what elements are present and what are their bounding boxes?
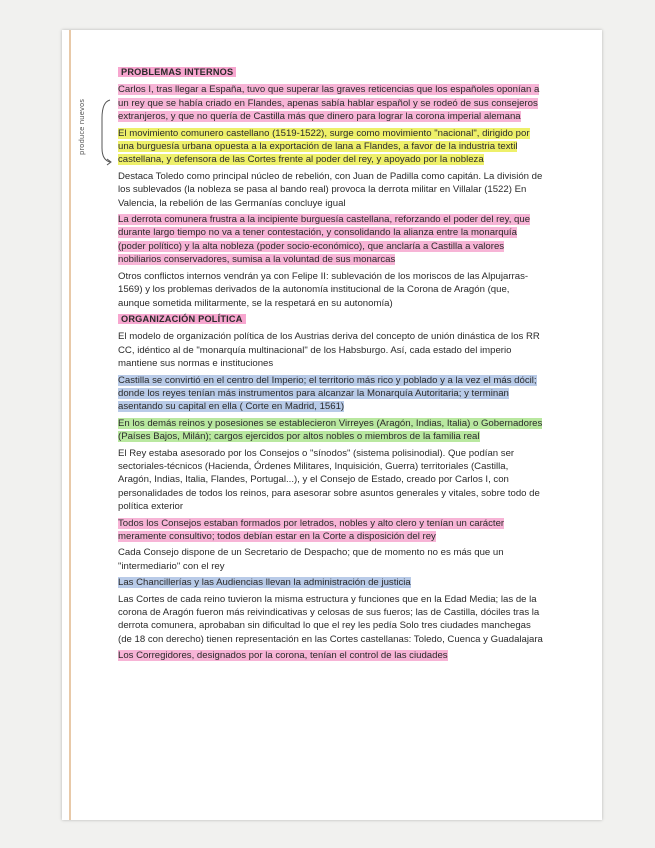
paragraph: El Rey estaba asesorado por los Consejos o "sínodos" (sistema polisinodial). Que podían ser sectoriales-técnicos (Hacienda, Órdenes Militares, Inquisición, Guerra) territoriales (Castilla, Aragón, Indias, Italia, Flandes, Portugal...), y el Consejo de Estado, creado por Carlos I, con personalidades de todos los reinos, para asesorar sobre asuntos generales y vitales, sobre todo de política exterior	[118, 447, 540, 513]
paragraph: Todos los Consejos estaban formados por letrados, nobles y alto clero y tenían un carácter meramente consultivo; todos debían estar en la Corte a disposición del rey	[118, 517, 505, 542]
paragraph: Cada Consejo dispone de un Secretario de Despacho; que de momento no es más que un "intermediario" con el rey	[118, 547, 504, 572]
paragraph: La derrota comunera frustra a la incipiente burguesía castellana, reforzando el poder del rey, que durante largo tiempo no va a tener contestación, y consolidando la alianza entre la monarquía (poder político) y la alta nobleza (poder socio-económico), que anclaría a Castilla a valores nobiliarios conservadores, sumisa a la voluntad de sus monarcas	[118, 214, 531, 266]
paragraph: Carlos I, tras llegar a España, tuvo que superar las graves reticencias que los españoles oponían a un rey que se había criado en Flandes, apenas sabía hablar español y se rodeó de sus consejeros extranjeros, y que no quería de Castilla más que dinero para lograr la corona imperial alemana	[118, 84, 540, 123]
paragraph: El movimiento comunero castellano (1519-1522), surge como movimiento "nacional", dirigido por una burguesía urbana opuesta a la exportación de lana a Flandes, a favor de la industria textil castellana, y defensora de las Cortes frente al poder del rey, y apoyado por la nobleza	[118, 127, 530, 166]
section-heading-problemas: PROBLEMAS INTERNOS	[118, 66, 543, 79]
page-margin-line	[69, 30, 71, 820]
paragraph: Las Chancillerías y las Audiencias llevan la administración de justicia	[118, 577, 411, 589]
paragraph: El modelo de organización política de los Austrias deriva del concepto de unión dinástica de los RR CC, idéntico al de "monarquía multinacional" de los Habsburgo. Así, cada estado del imperio mantiene sus normas e instituciones	[118, 331, 540, 370]
paragraph: Las Cortes de cada reino tuvieron la misma estructura y funciones que en la Edad Media; las de la corona de Aragón fueron más reivindicativas y celosas de sus fueros; las de Castilla, dóciles tras la derrota comunera, aprobaban sin dificultad lo que el rey les pedía Solo tres ciudades manchegas (de 18 con derecho) tienen representación en las Cortes castellanas: Toledo, Cuenca y Guadalajara	[118, 593, 543, 645]
section-heading-organizacion: ORGANIZACIÓN POLÍTICA	[118, 313, 543, 326]
paragraph: Destaca Toledo como principal núcleo de rebelión, con Juan de Padilla como capitán. La división de los sublevados (la nobleza se pasa al bando real) provoca la derrota militar en Villalar (1522) En Valencia, la rebelión de las Germanías concluye igual	[118, 170, 543, 209]
margin-note-text: produce nuevos	[78, 99, 86, 155]
paragraph: En los demás reinos y posesiones se establecieron Virreyes (Aragón, Indias, Italia) o Gobernadores (Países Bajos, Milán); cargos ejercidos por altos nobles o miembros de la familia real	[118, 417, 543, 443]
paragraph: Los Corregidores, designados por la corona, tenían el control de las ciudades	[118, 650, 448, 662]
document-content	[118, 64, 543, 666]
paragraph: Otros conflictos internos vendrán ya con Felipe II: sublevación de los moriscos de las Alpujarras-1569) y los problemas derivados de la autonomía institucional de la Corona de Aragón (que, aunque sometida militarmente, se la respetará en su autonomía)	[118, 270, 529, 309]
margin-arrow-icon	[98, 98, 114, 168]
paragraph: Castilla se convirtió en el centro del Imperio; el territorio más rico y poblado y a la vez el más dócil; donde los reyes tenían más instrumentos para alcanzar la Monarquía Autoritaria; y terminan asentando su capital en ella ( Corte en Madrid, 1561)	[118, 374, 537, 413]
